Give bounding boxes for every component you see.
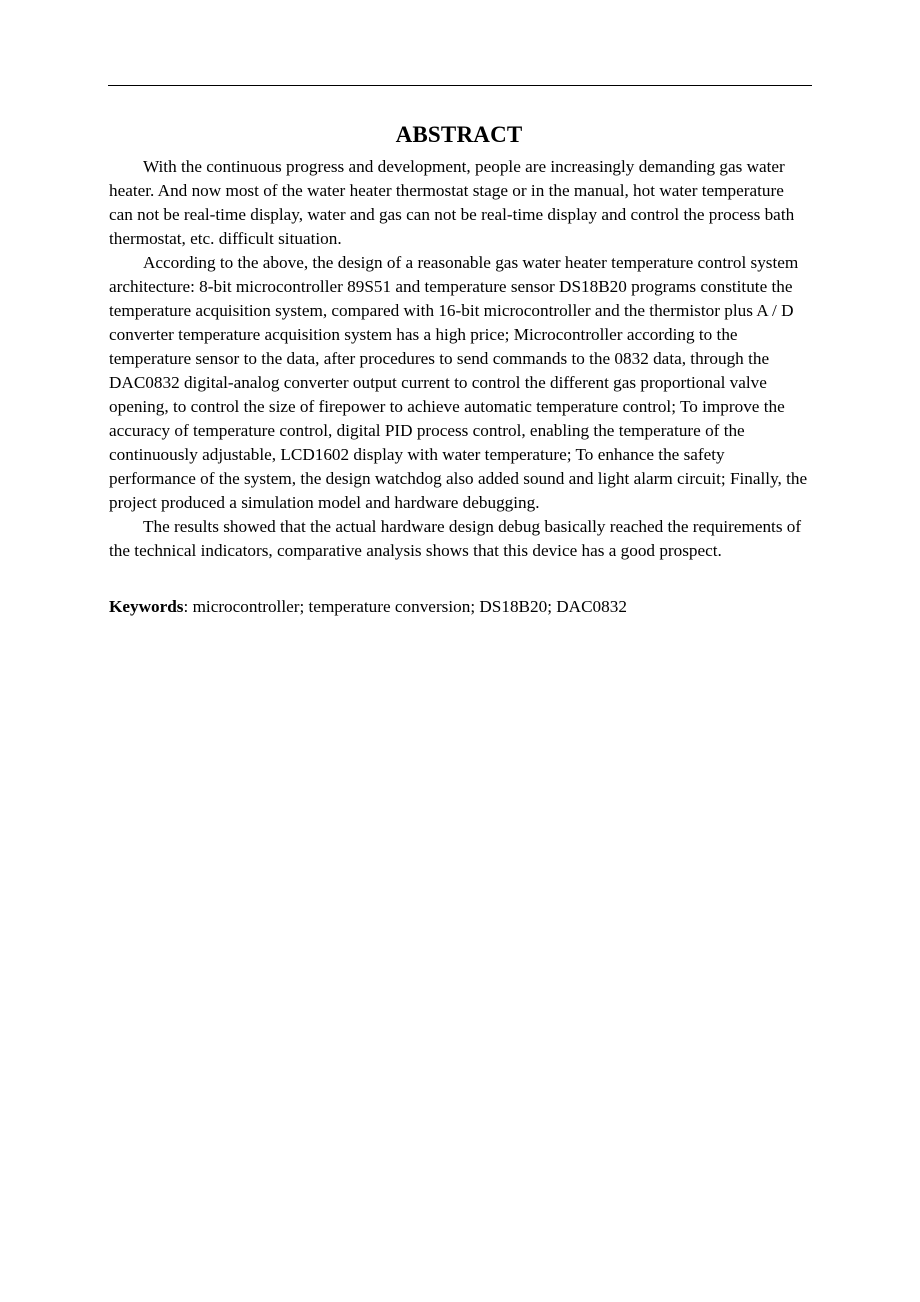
keywords-label: Keywords xyxy=(109,597,184,616)
keywords-line xyxy=(109,595,809,619)
keywords-text: microcontroller; temperature conversion; DS18B20; DAC0832 xyxy=(192,597,627,616)
abstract-title: ABSTRACT xyxy=(395,122,523,147)
header-rule xyxy=(108,85,812,86)
keywords-separator: : xyxy=(183,597,193,616)
abstract-paragraph-1: With the continuous progress and development, people are increasingly demanding gas water heater. And now most of the water heater thermostat stage or in the manual, hot water temperature can not be real-time display, water and gas can not be real-time display and control the process bath thermostat, etc. difficult situation. xyxy=(109,157,795,248)
abstract-paragraph-3: The results showed that the actual hardware design debug basically reached the requirements of the technical indicators, comparative analysis shows that this device has a good prospect. xyxy=(109,517,802,560)
abstract-paragraph-2: According to the above, the design of a reasonable gas water heater temperature control system architecture: 8-bit microcontroller 89S51 and temperature sensor DS18B20 programs constitute the temperature acquisition system, compared with 16-bit microcontroller and the thermistor plus A / D converter temperature acquisition system has a high price; Microcontroller according to the temperature sensor to the data, after procedures to send commands to the 0832 data, through the DAC0832 digital-analog converter output current to control the different gas proportional valve opening, to control the size of firepower to achieve automatic temperature control; To improve the accuracy of temperature control, digital PID process control, enabling the temperature of the continuously adjustable, LCD1602 display with water temperature; To enhance the safety performance of the system, the design watchdog also added sound and light alarm circuit; Finally, the project produced a simulation model and hardware debugging. xyxy=(109,253,808,512)
abstract-section xyxy=(109,119,809,619)
